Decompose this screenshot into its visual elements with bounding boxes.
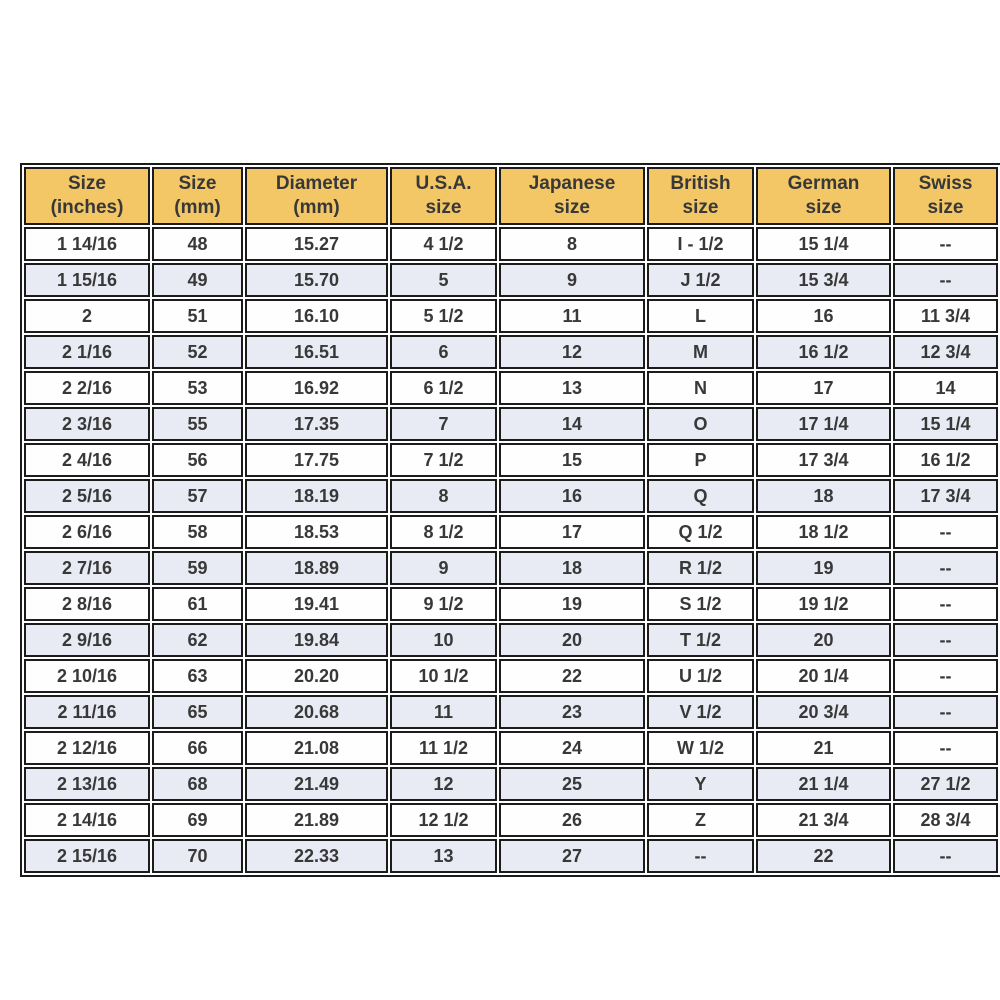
table-header-row <box>24 167 998 225</box>
cell: 22 <box>756 839 891 873</box>
column-header-line1: German <box>787 173 860 195</box>
cell: L <box>647 299 754 333</box>
cell: 26 <box>499 803 645 837</box>
cell: 25 <box>499 767 645 801</box>
cell: 19.84 <box>245 623 388 657</box>
cell: 14 <box>893 371 998 405</box>
cell: 19 1/2 <box>756 587 891 621</box>
cell: 18 1/2 <box>756 515 891 549</box>
cell: 27 <box>499 839 645 873</box>
cell: 16 1/2 <box>893 443 998 477</box>
cell: 21 1/4 <box>756 767 891 801</box>
column-header-7 <box>756 167 891 225</box>
cell: 11 1/2 <box>390 731 497 765</box>
cell: 10 1/2 <box>390 659 497 693</box>
cell: 62 <box>152 623 243 657</box>
cell: 13 <box>390 839 497 873</box>
cell: 2 5/16 <box>24 479 150 513</box>
cell: 17 <box>756 371 891 405</box>
cell: 2 2/16 <box>24 371 150 405</box>
cell: -- <box>893 839 998 873</box>
cell: 2 11/16 <box>24 695 150 729</box>
cell: 16 <box>499 479 645 513</box>
cell: S 1/2 <box>647 587 754 621</box>
cell: -- <box>647 839 754 873</box>
cell: 6 1/2 <box>390 371 497 405</box>
cell: 17 3/4 <box>756 443 891 477</box>
cell: 16 <box>756 299 891 333</box>
cell: 16.10 <box>245 299 388 333</box>
cell: Q <box>647 479 754 513</box>
cell: 19.41 <box>245 587 388 621</box>
cell: 11 3/4 <box>893 299 998 333</box>
cell: 15 <box>499 443 645 477</box>
cell: 56 <box>152 443 243 477</box>
column-header-line1: Size <box>178 173 217 195</box>
column-header-line2: size <box>682 197 719 218</box>
cell: 2 <box>24 299 150 333</box>
cell: 12 <box>390 767 497 801</box>
table-body <box>24 227 998 873</box>
cell: 9 1/2 <box>390 587 497 621</box>
column-header-line1: British <box>670 173 731 195</box>
column-header-line2: (inches) <box>50 197 124 218</box>
cell: 8 1/2 <box>390 515 497 549</box>
column-header-line2: size <box>554 197 590 218</box>
cell: 20 <box>756 623 891 657</box>
cell: 21 <box>756 731 891 765</box>
cell: Z <box>647 803 754 837</box>
column-header-line2: size <box>927 197 964 218</box>
table-row <box>24 299 998 333</box>
cell: 24 <box>499 731 645 765</box>
table-row <box>24 371 998 405</box>
cell: 2 13/16 <box>24 767 150 801</box>
cell: -- <box>893 263 998 297</box>
table-row <box>24 263 998 297</box>
cell: 20.20 <box>245 659 388 693</box>
column-header-1 <box>24 167 150 225</box>
cell: 58 <box>152 515 243 549</box>
cell: -- <box>893 659 998 693</box>
cell: 16.51 <box>245 335 388 369</box>
table-row <box>24 443 998 477</box>
cell: I - 1/2 <box>647 227 754 261</box>
cell: 57 <box>152 479 243 513</box>
cell: 14 <box>499 407 645 441</box>
cell: U 1/2 <box>647 659 754 693</box>
cell: -- <box>893 587 998 621</box>
cell: Q 1/2 <box>647 515 754 549</box>
cell: 8 <box>499 227 645 261</box>
cell: Y <box>647 767 754 801</box>
cell: P <box>647 443 754 477</box>
cell: 18.89 <box>245 551 388 585</box>
cell: 1 15/16 <box>24 263 150 297</box>
column-header-line2: size <box>425 197 462 218</box>
cell: 27 1/2 <box>893 767 998 801</box>
table-row <box>24 695 998 729</box>
cell: 17 1/4 <box>756 407 891 441</box>
cell: 12 3/4 <box>893 335 998 369</box>
table-row <box>24 623 998 657</box>
cell: 70 <box>152 839 243 873</box>
table-row <box>24 587 998 621</box>
cell: 53 <box>152 371 243 405</box>
table-row <box>24 479 998 513</box>
cell: 2 6/16 <box>24 515 150 549</box>
cell: 15 1/4 <box>893 407 998 441</box>
cell: 18 <box>756 479 891 513</box>
cell: 22 <box>499 659 645 693</box>
table-row <box>24 731 998 765</box>
cell: 5 <box>390 263 497 297</box>
table-row <box>24 407 998 441</box>
cell: 66 <box>152 731 243 765</box>
cell: -- <box>893 731 998 765</box>
cell: J 1/2 <box>647 263 754 297</box>
cell: 18.19 <box>245 479 388 513</box>
cell: 2 7/16 <box>24 551 150 585</box>
cell: 17.35 <box>245 407 388 441</box>
cell: 59 <box>152 551 243 585</box>
cell: 2 3/16 <box>24 407 150 441</box>
column-header-5 <box>499 167 645 225</box>
column-header-line2: (mm) <box>293 197 340 218</box>
cell: 17 <box>499 515 645 549</box>
column-header-6 <box>647 167 754 225</box>
cell: 4 1/2 <box>390 227 497 261</box>
cell: 65 <box>152 695 243 729</box>
cell: 20 1/4 <box>756 659 891 693</box>
cell: 6 <box>390 335 497 369</box>
cell: 2 1/16 <box>24 335 150 369</box>
cell: 8 <box>390 479 497 513</box>
cell: 2 9/16 <box>24 623 150 657</box>
cell: -- <box>893 515 998 549</box>
cell: 9 <box>499 263 645 297</box>
cell: 21.49 <box>245 767 388 801</box>
table-row <box>24 767 998 801</box>
cell: 22.33 <box>245 839 388 873</box>
table-row <box>24 515 998 549</box>
cell: 15 3/4 <box>756 263 891 297</box>
cell: 11 <box>499 299 645 333</box>
column-header-line1: Swiss <box>918 173 973 195</box>
cell: 28 3/4 <box>893 803 998 837</box>
cell: 49 <box>152 263 243 297</box>
cell: W 1/2 <box>647 731 754 765</box>
cell: N <box>647 371 754 405</box>
cell: 17 3/4 <box>893 479 998 513</box>
cell: 20 <box>499 623 645 657</box>
cell: 20 3/4 <box>756 695 891 729</box>
cell: -- <box>893 551 998 585</box>
cell: 2 4/16 <box>24 443 150 477</box>
cell: 16 1/2 <box>756 335 891 369</box>
cell: 15.70 <box>245 263 388 297</box>
table-row <box>24 551 998 585</box>
cell: 13 <box>499 371 645 405</box>
cell: O <box>647 407 754 441</box>
cell: 63 <box>152 659 243 693</box>
cell: V 1/2 <box>647 695 754 729</box>
cell: 51 <box>152 299 243 333</box>
cell: 18 <box>499 551 645 585</box>
cell: R 1/2 <box>647 551 754 585</box>
cell: 19 <box>756 551 891 585</box>
cell: 23 <box>499 695 645 729</box>
ring-size-conversion-table <box>20 163 1000 877</box>
table-row <box>24 335 998 369</box>
cell: 69 <box>152 803 243 837</box>
table-row <box>24 227 998 261</box>
cell: 18.53 <box>245 515 388 549</box>
cell: 21 3/4 <box>756 803 891 837</box>
cell: 21.08 <box>245 731 388 765</box>
cell: 48 <box>152 227 243 261</box>
column-header-line2: size <box>805 197 842 218</box>
cell: 12 <box>499 335 645 369</box>
cell: T 1/2 <box>647 623 754 657</box>
cell: 2 14/16 <box>24 803 150 837</box>
column-header-2 <box>152 167 243 225</box>
column-header-line1: Diameter <box>275 173 358 195</box>
column-header-line1: Japanese <box>528 173 616 195</box>
cell: 2 10/16 <box>24 659 150 693</box>
cell: 9 <box>390 551 497 585</box>
cell: 2 12/16 <box>24 731 150 765</box>
cell: 11 <box>390 695 497 729</box>
cell: 7 <box>390 407 497 441</box>
cell: 52 <box>152 335 243 369</box>
cell: 17.75 <box>245 443 388 477</box>
column-header-line2: (mm) <box>174 197 221 218</box>
cell: 68 <box>152 767 243 801</box>
table-row <box>24 803 998 837</box>
cell: 15.27 <box>245 227 388 261</box>
cell: 2 15/16 <box>24 839 150 873</box>
cell: -- <box>893 695 998 729</box>
cell: 16.92 <box>245 371 388 405</box>
table-row <box>24 659 998 693</box>
column-header-line1: Size <box>67 173 107 195</box>
cell: 19 <box>499 587 645 621</box>
cell: 10 <box>390 623 497 657</box>
column-header-4 <box>390 167 497 225</box>
column-header-3 <box>245 167 388 225</box>
cell: 55 <box>152 407 243 441</box>
cell: 12 1/2 <box>390 803 497 837</box>
column-header-8 <box>893 167 998 225</box>
table-row <box>24 839 998 873</box>
cell: 7 1/2 <box>390 443 497 477</box>
cell: -- <box>893 623 998 657</box>
cell: 5 1/2 <box>390 299 497 333</box>
cell: -- <box>893 227 998 261</box>
cell: 2 8/16 <box>24 587 150 621</box>
cell: 1 14/16 <box>24 227 150 261</box>
cell: 20.68 <box>245 695 388 729</box>
cell: 15 1/4 <box>756 227 891 261</box>
cell: 21.89 <box>245 803 388 837</box>
column-header-line1: U.S.A. <box>415 173 472 195</box>
cell: 61 <box>152 587 243 621</box>
cell: M <box>647 335 754 369</box>
